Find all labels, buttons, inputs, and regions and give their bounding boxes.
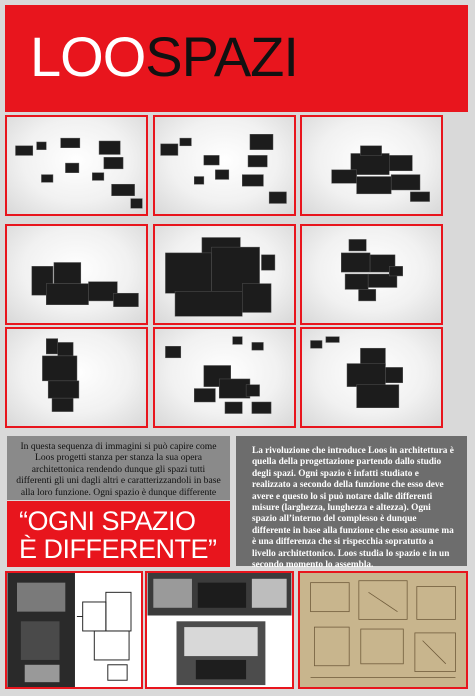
description-text: La rivoluzione che introduce Loos in architettura è quella della progettazione partendo dallo studio degli spazi. Ogni spazio è infatti studiato e realizzato a secondo della funzione che esso deve avere e questo lo si può notare dalle differenti misure (larghezza, lunghezza e altezza). Ogni spazio all’interno del complesso è dunque differente in base alla funzione che esso assume ma è una differenza che si rispecchia sopratutto a livello architettonico. Loos studia lo spazio e in un secondo momento lo assembla. — [252, 446, 454, 571]
interior-photos — [145, 571, 294, 689]
sequence-caption-box — [7, 436, 230, 500]
model-image-6 — [300, 224, 443, 325]
model-image-3 — [300, 115, 443, 216]
model-image-9 — [300, 327, 443, 428]
model-image-4 — [5, 224, 148, 325]
sequence-caption: In questa sequenza di immagini si può capire come Loos progetti stanza per stanza la sua opera architettonica rendendo dunque gli spazi tutti differenti gli uni dagli altri e caratterizzandoli in base alla loro funzione. Ogni spazio è dunque differente — [16, 441, 221, 498]
title-part-loo: LOO — [30, 25, 146, 88]
title-banner — [5, 5, 468, 112]
description-box — [236, 436, 467, 571]
poster-title — [30, 25, 298, 88]
quote-line-2: È DIFFERENTE” — [19, 534, 217, 564]
historic-drawings — [298, 571, 468, 689]
model-image-5 — [153, 224, 296, 325]
interior-plan-photo — [5, 571, 143, 689]
title-part-spazi: SPAZI — [145, 25, 298, 88]
model-image-1 — [5, 115, 148, 216]
model-image-2 — [153, 115, 296, 216]
model-image-7 — [5, 327, 148, 428]
model-image-8 — [153, 327, 296, 428]
model-sequence-grid — [5, 115, 467, 433]
quote-box — [7, 501, 230, 567]
quote-line-1: “OGNI SPAZIO — [19, 506, 196, 536]
